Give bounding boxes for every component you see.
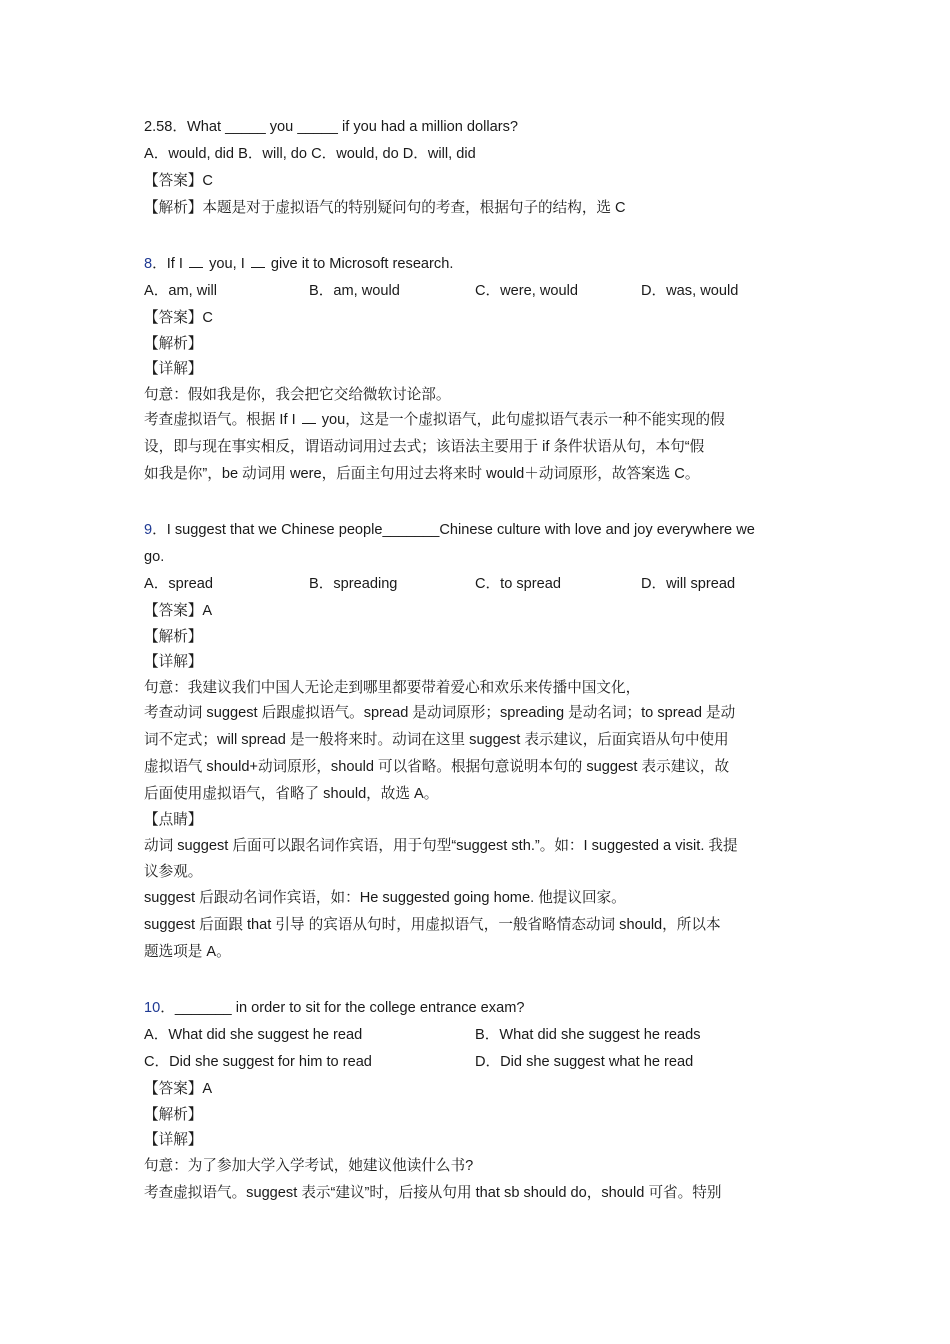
answer-line: 【答案】C — [144, 310, 213, 326]
explanation-line — [144, 410, 725, 430]
option-a: A．am, will — [144, 283, 217, 299]
explanation-line: 考查动词 suggest 后跟虚拟语气。spread 是动词原形；spreading 是动名词；to spread 是动 — [144, 705, 736, 721]
question-stem — [144, 998, 525, 1018]
stem-part: ．_______ in order to sit for the college entrance exam? — [160, 1000, 525, 1016]
question-options — [144, 574, 814, 594]
question-options-row-2 — [144, 1052, 814, 1072]
answer-line: 【答案】A — [144, 1081, 213, 1097]
meaning-line: 句意：我建议我们中国人无论走到哪里都要带着爱心和欢乐来传播中国文化， — [144, 680, 641, 696]
explanation-part: you，这是一个虚拟语气，此句虚拟语气表示一种不能实现的假 — [321, 412, 725, 428]
answer-line: 【答案】C — [144, 173, 213, 189]
question-number: 10 — [144, 1000, 161, 1016]
answer-blank — [251, 254, 265, 268]
option-b: B．What did she suggest he reads — [475, 1027, 701, 1043]
option-d: D．will spread — [641, 576, 736, 592]
answer-line: 【答案】A — [144, 603, 213, 619]
explanation-line: 词不定式；will spread 是一般将来时。动词在这里 suggest 表示建议，后面宾语从句中使用 — [144, 732, 729, 748]
question-stem — [144, 254, 453, 274]
option-c: C．to spread — [475, 576, 561, 592]
question-options — [144, 281, 814, 301]
tip-line: 动词 suggest 后面可以跟名词作宾语，用于句型“suggest sth.”。如：I suggested a visit. 我提 — [144, 838, 738, 854]
stem-part: ．If I — [152, 256, 183, 272]
analysis-label: 【解析】 — [144, 1107, 203, 1123]
question-number: 9 — [144, 522, 153, 538]
option-a: A．spread — [144, 576, 213, 592]
option-a: A．What did she suggest he read — [144, 1027, 363, 1043]
analysis-label: 【解析】 — [144, 336, 203, 352]
option-b: B．am, would — [309, 283, 400, 299]
option-c: C．Did she suggest for him to read — [144, 1054, 372, 1070]
question-options-row-1 — [144, 1025, 814, 1045]
explanation-line: 如我是你”，be 动词用 were，后面主句用过去将来时 would＋动词原形，故答案选 C。 — [144, 466, 700, 482]
answer-blank — [302, 410, 316, 424]
stem-part: you, I — [209, 256, 245, 272]
option-d: D．was, would — [641, 283, 739, 299]
option-c: C．were, would — [475, 283, 579, 299]
question-number: 8 — [144, 256, 153, 272]
explanation-line: 考查虚拟语气。suggest 表示“建议”时，后接从句用 that sb should do，should 可省。特别 — [144, 1185, 722, 1201]
option-b: B．spreading — [309, 576, 398, 592]
analysis-label: 【解析】 — [144, 629, 203, 645]
detail-label: 【详解】 — [144, 361, 203, 377]
stem-part: give it to Microsoft research. — [270, 256, 454, 272]
stem-part: ．I suggest that we Chinese people_______Chinese culture with love and joy everywhere we — [152, 522, 755, 538]
detail-label: 【详解】 — [144, 654, 203, 670]
tip-line: 议参观。 — [144, 864, 203, 880]
question-stem-continued: go. — [144, 549, 165, 565]
question-stem: 2.58．What _____ you _____ if you had a million dollars? — [144, 119, 519, 135]
detail-label: 【详解】 — [144, 1132, 203, 1148]
question-stem — [144, 520, 755, 540]
tip-label: 【点睛】 — [144, 812, 203, 828]
tip-line: 题选项是 A。 — [144, 944, 231, 960]
answer-blank — [189, 254, 203, 268]
explanation-line: 后面使用虚拟语气，省略了 should，故选 A。 — [144, 786, 439, 802]
explanation-part: 考查虚拟语气。根据 If I — [144, 412, 296, 428]
question-options: A．would, did B．will, do C．would, do D．will, did — [144, 146, 476, 162]
meaning-line: 句意：为了参加大学入学考试，她建议他读什么书? — [144, 1158, 474, 1174]
analysis-line: 【解析】本题是对于虚拟语气的特别疑问句的考查，根据句子的结构，选 C — [144, 200, 626, 216]
meaning-line: 句意：假如我是你，我会把它交给微软讨论部。 — [144, 387, 451, 403]
option-d: D．Did she suggest what he read — [475, 1054, 694, 1070]
tip-line: suggest 后面跟 that 引导 的宾语从句时，用虚拟语气，一般省略情态动词 should，所以本 — [144, 917, 721, 933]
explanation-line: 设，即与现在事实相反，谓语动词用过去式；该语法主要用于 if 条件状语从句，本句“假 — [144, 439, 705, 455]
explanation-line: 虚拟语气 should+动词原形，should 可以省略。根据句意说明本句的 suggest 表示建议，故 — [144, 759, 730, 775]
tip-line: suggest 后跟动名词作宾语，如：He suggested going home. 他提议回家。 — [144, 890, 626, 906]
